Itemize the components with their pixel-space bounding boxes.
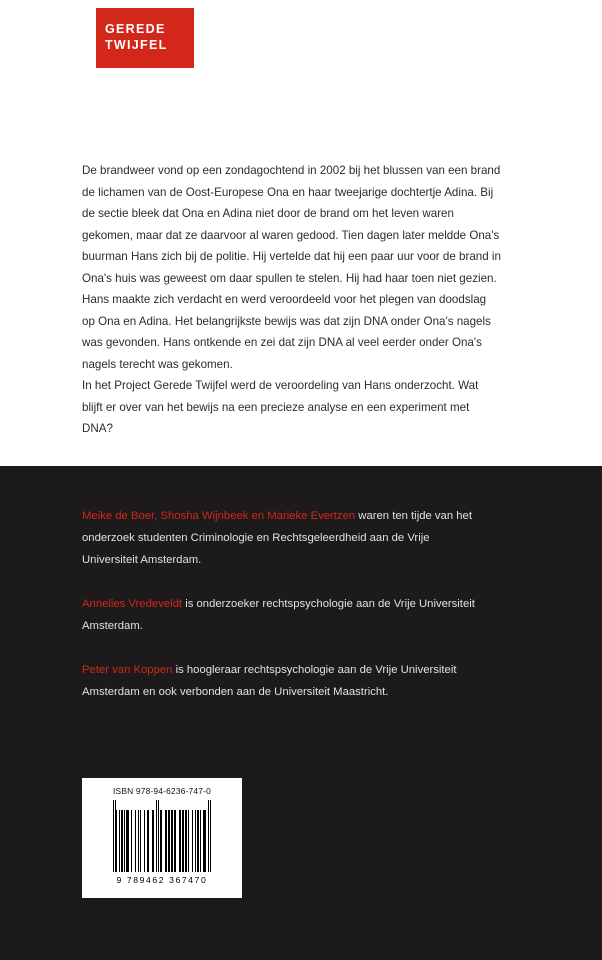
blurb-paragraph-2: In het Project Gerede Twijfel werd de veroordeling van Hans onderzocht. Wat blijft er over van het bewijs na een precieze analyse en een experiment met DNA? [82,379,479,435]
blurb-text [82,160,502,440]
bio-entry [82,659,482,703]
series-logo [96,8,194,68]
bio-author-description: is onderzoeker rechtspsychologie aan de Vrije Universiteit Amsterdam. [82,598,475,632]
bio-author-description: is hoogleraar rechtspsychologie aan de Vrije Universiteit Amsterdam en ook verbonden aan de Universiteit Maastricht. [82,664,457,698]
bio-author-names: Annelies Vredeveldt [82,598,183,610]
logo-line-1: GEREDE [105,22,166,36]
author-bios [82,505,482,703]
barcode-bars [82,800,242,872]
bio-entry [82,593,482,637]
blurb-paragraph-1: De brandweer vond op een zondagochtend in 2002 bij het blussen van een brand de lichamen van de Oost-Europese Ona en haar tweejarige dochtertje Adina. Bij de sectie bleek dat Ona en Adina niet door de brand om het leven waren gekomen, maar dat ze daarvoor al waren gedood. Tien dagen later meldde Ona's buurman Hans zich bij de politie. Hij vertelde dat hij een paar uur voor de brand in Ona's huis was geweest om daar spullen te stelen. Hij had haar toen niet gezien. Hans maakte zich verdacht en werd veroordeeld voor het plegen van doodslag op Ona en Adina. Het belangrijkste bewijs was dat zijn DNA onder Ona's nagels was gevonden. Hans ontkende en zei dat zijn DNA al veel eerder onder Ona's nagels terecht was gekomen. [82,164,501,371]
barcode-digits: 9 789462 367470 [116,875,208,885]
bio-author-names: Peter van Koppen [82,664,173,676]
bio-entry [82,505,482,571]
bio-author-description: waren ten tijde van het onderzoek studenten Criminologie en Rechtsgeleerdheid aan de Vrije Universiteit Amsterdam. [82,510,472,566]
logo-line-2: TWIJFEL [105,38,168,52]
isbn-barcode [82,778,242,898]
bio-author-names: Meike de Boer, Shosha Wijnbeek en Marieke Evertzen [82,510,356,522]
isbn-label: ISBN 978-94-6236-747-0 [113,786,211,796]
